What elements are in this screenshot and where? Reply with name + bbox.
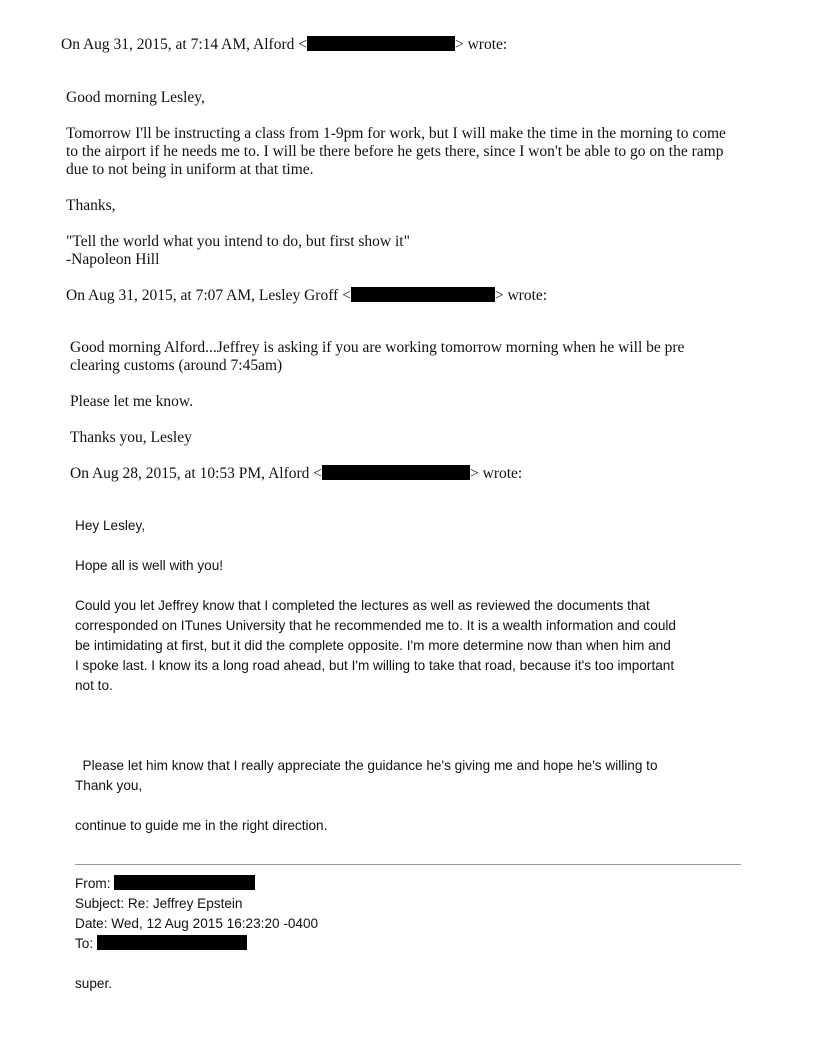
redaction-box (114, 875, 255, 890)
email1-header-suffix: > wrote: (454, 36, 508, 53)
email3-para2-line: Please let him know that I really appreciate the guidance he's giving me and hope he's willing to (75, 758, 658, 773)
email1-body-line: Tomorrow I'll be instructing a class from 1-9pm for work, but I will make the time in the morning to come (66, 125, 726, 142)
email3-para2-line: continue to guide me in the right direction. (75, 818, 328, 833)
email3-header-suffix: > wrote: (470, 465, 523, 482)
email3-para1-line: not to. (75, 678, 113, 693)
email2-header-suffix: > wrote: (494, 287, 548, 304)
email3-header (70, 465, 522, 483)
email2-body (70, 339, 684, 375)
footer-to (75, 934, 247, 954)
email2-body-line: clearing customs (around 7:45am) (70, 357, 283, 374)
footer-subject: Subject: Re: Jeffrey Epstein (75, 896, 243, 911)
email1-quote: "Tell the world what you intend to do, but first show it" (66, 233, 410, 250)
email3-para1-line: Could you let Jeffrey know that I completed the lectures as well as reviewed the documents that (75, 598, 650, 613)
footer-to-label: To: (75, 936, 97, 951)
email2-request: Please let me know. (70, 393, 193, 410)
footer-date: Date: Wed, 12 Aug 2015 16:23:20 -0400 (75, 916, 319, 931)
redaction-box (97, 935, 247, 950)
redaction-box (322, 465, 470, 480)
email1-thanks: Thanks, (66, 197, 116, 214)
email3-greeting: Hey Lesley, (75, 518, 146, 533)
email1-greeting: Good morning Lesley, (66, 89, 205, 106)
email2-signoff: Thanks you, Lesley (70, 429, 192, 446)
email3-para1-line: be intimidating at first, but it did the complete opposite. I'm more determine now than when him and (75, 638, 671, 653)
email3-para1-line: corresponded on ITunes University that he recommended me to. It is a wealth information and could (75, 618, 676, 633)
email3-paragraph-1 (75, 596, 676, 696)
email3-line2: Hope all is well with you! (75, 558, 224, 573)
footer-from (75, 874, 255, 894)
email3-signoff: Thank you, (75, 778, 143, 793)
email3-paragraph-2 (75, 716, 658, 856)
email2-body-line: Good morning Alford...Jeffrey is asking if you are working tomorrow morning when he will be pre (70, 339, 685, 356)
email3-para1-line: I spoke last. I know its a long road ahead, but I'm willing to take that road, because it's too important (75, 658, 675, 673)
email1-header-prefix: On Aug 31, 2015, at 7:14 AM, Alford < (61, 36, 307, 53)
redaction-box (307, 36, 455, 51)
email1-body-line: to the airport if he needs me to. I will be there before he gets there, since I won't be able to go on the ramp (66, 143, 724, 160)
email1-body (66, 125, 726, 179)
section-divider (75, 864, 741, 865)
email1-quote-author: -Napoleon Hill (66, 251, 160, 268)
email1-header (61, 36, 507, 54)
footer-from-label: From: (75, 876, 115, 891)
footer-body: super. (75, 976, 113, 991)
email3-header-prefix: On Aug 28, 2015, at 10:53 PM, Alford < (70, 465, 323, 482)
redaction-box (351, 287, 495, 302)
email1-body-line: due to not being in uniform at that time. (66, 161, 314, 178)
email2-header (66, 287, 547, 305)
email2-header-prefix: On Aug 31, 2015, at 7:07 AM, Lesley Groff < (66, 287, 351, 304)
